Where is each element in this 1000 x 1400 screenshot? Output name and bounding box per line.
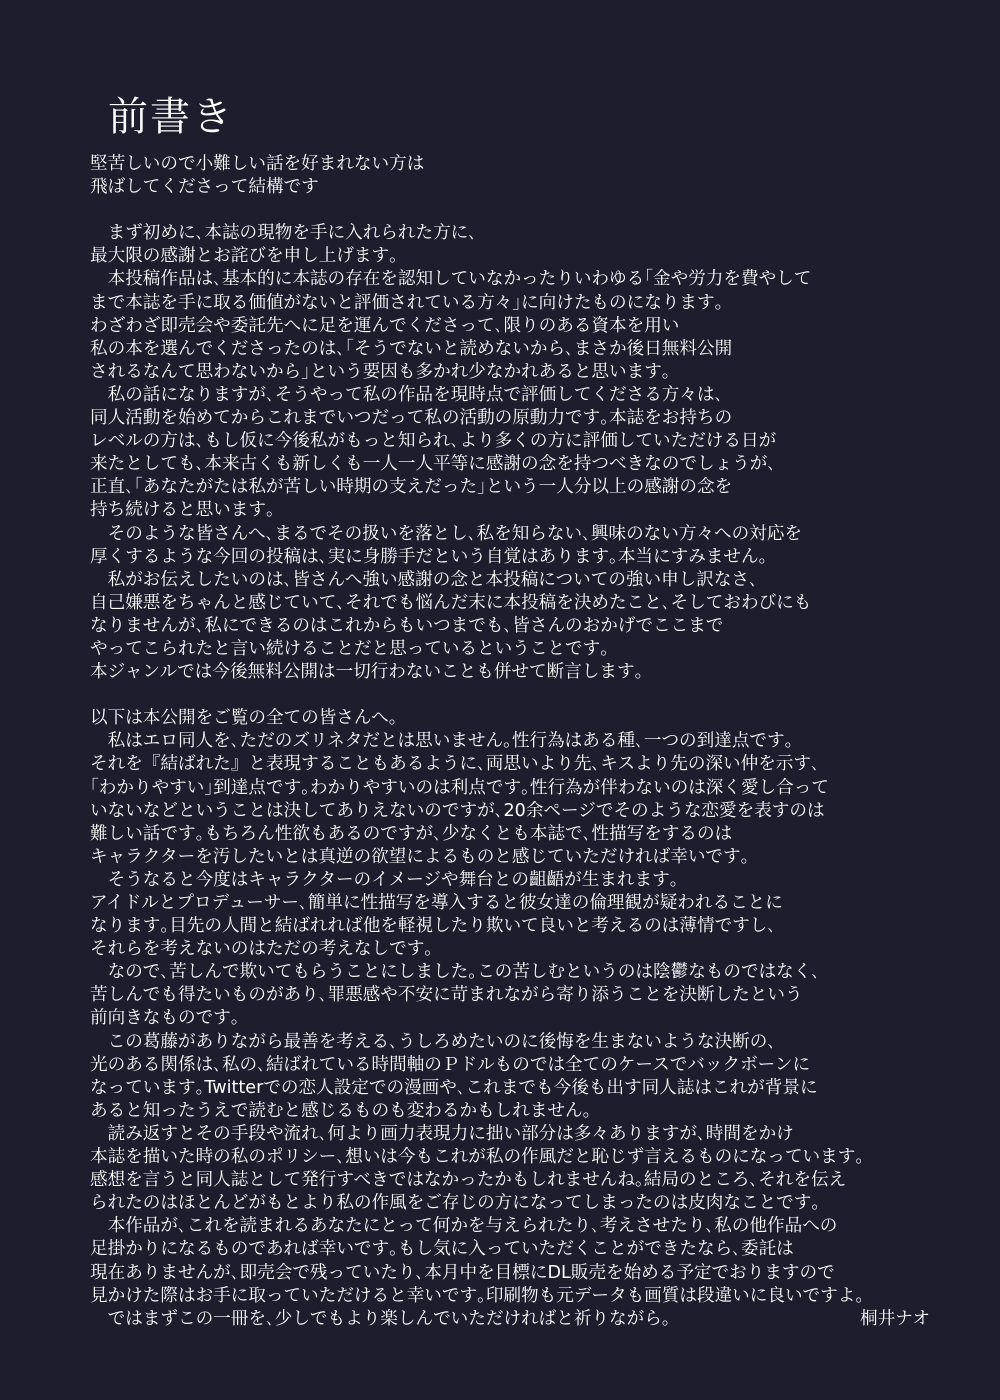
text-line: 前向きなものです｡ [90,1008,240,1029]
text-line: キャラクターを汚したいとは真逆の欲望によるものと感じていただければ幸いです｡ [90,846,750,867]
text-line: アイドルとプロデューサー､簡単に性描写を導入すると彼女達の倫理観が疑われることに [90,893,783,913]
text-line: あると知ったうえで読むと感じるものも変わるかもしれません｡ [90,1100,592,1121]
text-line: 最大限の感謝とお詫びを申し上げます｡ [90,246,398,267]
text-line: 光のある関係は､私の､結ばれている時間軸のＰドルものでは全てのケースでバックボーンに [90,1054,811,1075]
text-line: 厚くするような今回の投稿は､実に身勝手だという自覚はあります｡本当にすみません｡ [90,546,768,567]
text-line: されるなんて思わないから｣という要因も多かれ少なかれあると思います｡ [90,361,671,382]
text-line: なります｡目先の人間と結ばれれば他を軽視したり欺いて良いと考えるのは薄情ですし､ [90,916,777,937]
text-line: 読み返すとその手段や流れ､何より画力表現力に拙い部分は多々ありますが､時間をかけ [90,1123,794,1144]
text-line: 苦しんでも得たいものがあり､罪悪感や不安に苛まれながら寄り添うことを決断したという [90,985,803,1006]
text-line: そのような皆さんへ､まるでその扱いを落とし､私を知らない､興味のない方々への対応を [90,523,803,544]
text-line: 来たとしても､本来古くも新しくも一人一人平等に感謝の念を持つべきなのでしょうが､ [90,454,777,475]
text-line: やってこられたと言い続けることだと思っているということです｡ [90,638,610,659]
closing-row [90,1308,950,1331]
text-line: 私がお伝えしたいのは､皆さんへ強い感謝の念と本投稿についての強い申し訳なさ､ [90,569,758,590]
text-line: なので､苦しんで欺いてもらうことにしました｡この苦しむというのは陰鬱なものではなく､ [90,962,821,983]
text-line: まで本誌を手に取る価値がないと評価されている方々｣に向けたものになります｡ [90,292,724,313]
text-line: 飛ばしてくださって結構です [90,177,319,198]
text-line: られたのはほとんどがもとより私の作風をご存じの方になってしまったのは皮肉なことです｡ [90,1193,821,1214]
text-line: そうなると今度はキャラクターのイメージや舞台との齟齬が生まれます｡ [90,869,679,890]
text-line: 私はエロ同人を､ただのズリネタだとは思いません｡性行為はある種､一つの到達点です｡ [90,731,794,752]
text-line: それを『結ばれた』と表現することもあるように､両思いより先､キスより先の深い仲を示す､ [90,754,820,775]
text-line: なっています｡Twitterでの恋人設定での漫画や､これまでも今後も出す同人誌はこれが背景に [90,1077,818,1098]
paragraph-gap [90,199,950,222]
text-line: わざわざ即売会や委託先へに足を運んでくださって､限りのある資本を用い [90,315,680,336]
text-line: この葛藤がありながら最善を考える､うしろめたいのに後悔を生まないような決断の､ [90,1031,777,1052]
text-line: まず初めに､本誌の現物を手に入れられた方に､ [90,223,478,244]
page-title: 前書き [108,93,234,140]
text-line: 私の本を選んでくださったのは､｢そうでないと読めないから､まさか後日無料公開 [90,338,733,359]
author-signature: 桐井ナオ [860,1308,931,1329]
text-line: 本投稿作品は､基本的に本誌の存在を認知していなかったりいわゆる｢金や労力を費やして [90,269,812,290]
text-line: 感想を言うと同人誌として発行すべきではなかったかもしれませんね｡結局のところ､それを伝え [90,1170,847,1191]
text-line: 足掛かりになるものであれば幸いです｡もし気に入っていただくことができたなら､委託は [90,1239,794,1260]
text-line: 以下は本公開をご覧の全ての皆さんへ｡ [90,708,398,729]
paragraph-gap [90,684,950,707]
text-line: いないなどということは決してありえないのですが､20余ページでそのような恋愛を表すのは [90,800,825,821]
text-line: なりませんが､私にできるのはこれからもいつまでも､皆さんのおかげでここまで [90,615,724,636]
text-line: 難しい話です｡もちろん性欲もあるのですが､少なくとも本誌で､性描写をするのは [90,823,733,844]
text-line: レベルの方は､もし仮に今後私がもっと知られ､より多くの方に評価していただける日が [90,431,777,452]
text-line: 自己嫌悪をちゃんと感じていて､それでも悩んだ末に本投稿を決めたこと､そしておわびにも [90,592,812,613]
text-line: 本ジャンルでは今後無料公開は一切行わないことも併せて断言します｡ [90,662,644,683]
text-line: 同人活動を始めてからこれまでいつだって私の活動の原動力です｡本誌をお持ちの [90,408,733,429]
text-line: 本誌を描いた時の私のポリシー､想いは今もこれが私の作風だと恥じず言えるものになっています｡ [90,1147,865,1168]
text-line: 本作品が､これを読まれるあなたにとって何かを与えられたり､考えさせたり､私の他作品への [90,1216,838,1237]
text-line: 持ち続けると思います｡ [90,500,275,521]
text-line: ｢わかりやすい｣到達点です｡わかりやすいのは利点です｡性行為が伴わないのは深く愛し合って [90,777,829,798]
text-line: 現在ありませんが､即売会で残っていたり､本月中を目標にDL販売を始める予定でおりますので [90,1262,835,1283]
text-line: それらを考えないのはただの考えなしです｡ [90,939,434,960]
text-line: 堅苦しいので小難しい話を好まれない方は [90,154,425,174]
text-line: 正直､｢あなたがたは私が苦しい時期の支えだった｣という一人分以上の感謝の念を [90,477,733,498]
text-line: 私の話になりますが､そうやって私の作品を現時点で評価してくださる方々は､ [90,384,724,405]
text-line: 見かけた際はお手に取っていただけると幸いです｡印刷物も元データも画質は段違いに良いですよ｡ [90,1285,865,1306]
body-text [90,153,950,1331]
closing-line: ではまずこの一冊を､少しでもより楽しんでいただければと祈りながら｡ [90,1308,671,1329]
